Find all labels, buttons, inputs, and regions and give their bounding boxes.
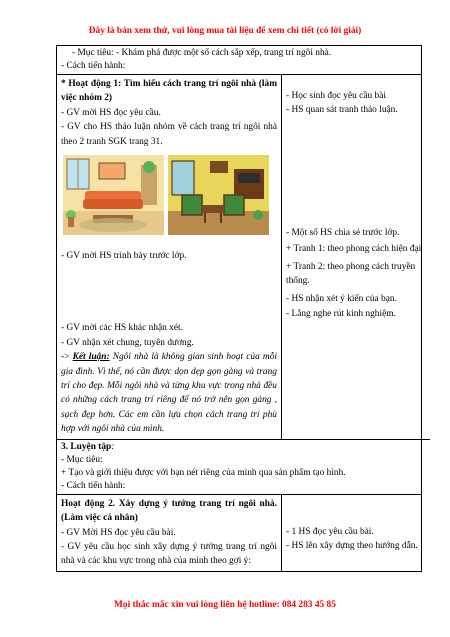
intro-section xyxy=(57,46,421,75)
student-response: - HS nhận xét ý kiến của bạn. xyxy=(286,294,397,305)
traditional-living-room-image xyxy=(168,155,269,235)
activity1-step: - GV nhận xét chung, tuyên dương. xyxy=(61,337,194,348)
activity1-step: - GV mời các HS khác nhận xét. xyxy=(61,323,183,334)
activity2-step: - GV Mời HS đọc yêu cầu bài. xyxy=(61,527,176,538)
activity1-step: - GV cho HS thảo luận nhóm về cách trang trí ngôi nhà theo 2 tranh SGK trang 31. xyxy=(61,122,277,147)
student-response: + Tranh 1: theo phong cách hiện đại xyxy=(286,244,422,255)
student-response: - Một số HS chia sẻ trước lớp. xyxy=(286,227,400,238)
practice-goal: + Tạo và giới thiệu được với bạn nét riêng của mình qua sản phẩm tạo hình. xyxy=(61,467,346,478)
preview-banner: Đây là bản xem thử, vui lòng mua tài liệu để xem chi tiết (có lời giải) xyxy=(88,26,362,36)
conclusion-label: Kết luận: xyxy=(72,352,110,363)
conclusion-text: Ngôi nhà là không gian sinh hoạt của mỗi gia đình. Vì thế, nó cần được dọn dẹp gọn gàng và trang trí cho đẹp. Mỗi ngôi nhà và từng khu vực trong nhà đều có những cách trang trí riêng để nó trở nên gọn gàng , sạch đẹp hơn. Các em cần lựa chọn cách trang trí phù hợp với ngôi nhà của mình. xyxy=(61,352,277,435)
student-response: - HS quan sát tranh thảo luận. xyxy=(286,105,398,116)
activity1-table xyxy=(57,75,430,440)
practice-procedure: - Cách tiến hành: xyxy=(61,480,126,491)
activity2-table xyxy=(57,495,430,571)
conclusion-paragraph xyxy=(61,350,277,436)
practice-objective: - Mục tiêu: xyxy=(61,454,103,465)
activity1-student-column xyxy=(282,75,431,439)
practice-title: 3. Luyện tập: xyxy=(61,441,115,452)
modern-living-room-image xyxy=(63,155,164,235)
activity2-student-column xyxy=(282,495,431,571)
lesson-table xyxy=(56,45,422,572)
hotline-banner: Mọi thắc mắc xin vui lòng liên hệ hotline: 084 283 45 85 xyxy=(114,600,336,610)
student-response: - Lắng nghe rút kinh nghiệm. xyxy=(286,308,396,319)
student-response: - HS lên xây dựng theo hướng dẫn. xyxy=(286,541,418,552)
conclusion-arrow: -> xyxy=(61,352,73,363)
room-illustrations xyxy=(63,155,277,235)
student-response: - Học sinh đọc yêu cầu bài xyxy=(286,91,386,101)
activity2-title: Hoạt động 2. Xây dựng ý tưởng trang trí ngôi nhà. (Làm việc cá nhân) xyxy=(61,498,277,524)
activity1-step: - GV mời HS trình bày trước lớp. xyxy=(61,251,187,262)
activity1-title: * Hoạt động 1: Tìm hiểu cách trang trí ngôi nhà (làm việc nhóm 2) xyxy=(61,79,277,104)
activity2-teacher-column xyxy=(57,495,282,571)
activity2-step: - GV yêu cầu học sinh xây dựng ý tưởng trang trí ngôi nhà và các khu vực trong nhà của mình theo gợi ý: xyxy=(61,541,277,567)
activity1-teacher-column xyxy=(57,75,282,439)
activity1-step: - GV mời HS đọc yêu cầu. xyxy=(61,107,161,118)
procedure-line: - Cách tiến hành: xyxy=(61,61,126,71)
practice-section xyxy=(57,440,421,495)
student-response: - 1 HS đọc yêu cầu bài. xyxy=(286,526,374,537)
student-response: + Tranh 2: theo phong cách truyền thống. xyxy=(286,261,416,287)
objective-line: - Mục tiêu: - Khám phá được một số cách sắp xếp, trang trí ngôi nhà. xyxy=(72,48,332,58)
